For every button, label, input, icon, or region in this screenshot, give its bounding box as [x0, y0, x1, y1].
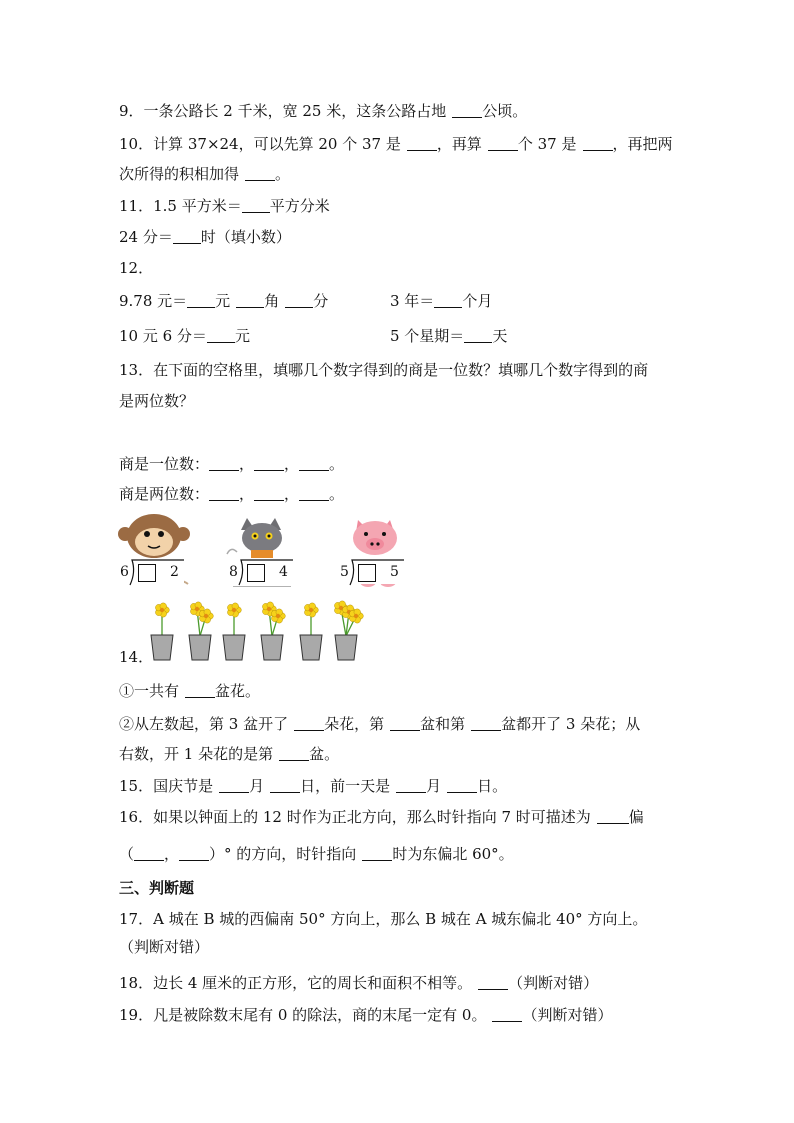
answer-blank[interactable] [447, 777, 477, 793]
q14-s2d: 盆都开了 3 朵花；从 [501, 715, 641, 733]
answer-blank[interactable] [299, 485, 329, 501]
q19-judge: （判断对错） [522, 1006, 613, 1024]
q15-c: 日，前一天是 [300, 777, 391, 795]
question-14-number [119, 647, 153, 667]
answer-blank[interactable] [294, 715, 324, 731]
divisor: 8 [229, 564, 238, 580]
q14-s2b: 朵花，第 [324, 715, 385, 733]
flower-pot [334, 601, 363, 660]
q10-text-f: 。 [275, 165, 291, 183]
q15-e: 日。 [477, 777, 508, 795]
q12-b1: 3 年＝ [390, 292, 435, 310]
answer-blank[interactable] [285, 292, 313, 308]
answer-blank[interactable] [254, 455, 284, 471]
q12-a2: 元 [215, 292, 231, 310]
question-14-sub2 [119, 714, 640, 734]
answer-blank[interactable] [478, 974, 508, 990]
question-10-line2 [119, 164, 290, 184]
q11-text-d: 时（填小数） [200, 228, 291, 246]
separator: ， [239, 485, 255, 503]
answer-blank[interactable] [219, 777, 249, 793]
q9-text: 9．一条公路长 2 千米，宽 25 米，这条公路占地 [119, 102, 447, 120]
answer-blank[interactable] [471, 715, 501, 731]
q15-d: 月 [426, 777, 442, 795]
q11-text-c: 24 分＝ [119, 228, 173, 246]
question-19 [119, 1005, 613, 1025]
answer-blank[interactable] [209, 485, 239, 501]
q14-s3a: 右数，开 1 朵花的是第 [119, 745, 274, 763]
answer-blank[interactable] [407, 135, 437, 151]
period: 。 [329, 485, 345, 503]
answer-blank[interactable] [492, 1006, 522, 1022]
q12-b2: 个月 [462, 292, 493, 310]
answer-blank[interactable] [173, 228, 201, 244]
q13-two-label: 商是两位数： [119, 485, 210, 503]
question-13-line1 [119, 360, 648, 380]
q14-s2c: 盆和第 [420, 715, 466, 733]
q12-a1: 9.78 元＝ [119, 292, 188, 310]
q10-text-b: ，再算 [436, 135, 482, 153]
q15-a: 15．国庆节是 [119, 777, 214, 795]
q16-text-b: 偏 [628, 808, 644, 826]
q19-text: 19．凡是被除数末尾有 0 的除法，商的末尾一定有 0。 [119, 1006, 487, 1024]
monkey-division [118, 512, 190, 590]
answer-blank[interactable] [597, 808, 629, 824]
answer-blank[interactable] [390, 715, 420, 731]
question-17-line2 [119, 937, 209, 957]
answer-blank[interactable] [179, 845, 209, 861]
q17-judge: （判断对错） [119, 938, 210, 956]
question-11-line1 [119, 196, 330, 216]
question-14-sub1 [119, 681, 260, 701]
q16-text-f: 时为东偏北 60°。 [392, 845, 514, 863]
section-heading: 三、判断题 [119, 879, 195, 897]
digit-box[interactable] [138, 564, 156, 582]
answer-blank[interactable] [362, 845, 392, 861]
answer-blank[interactable] [209, 455, 239, 471]
answer-blank[interactable] [270, 777, 300, 793]
q16-text-c: （ [119, 845, 135, 863]
q13-text-1: 13．在下面的空格里，填哪几个数字得到的商是一位数？填哪几个数字得到的商 [119, 361, 649, 379]
q12-a3: 角 [264, 292, 280, 310]
q9-suffix: 公顷。 [482, 102, 528, 120]
period: 。 [329, 455, 345, 473]
answer-blank[interactable] [434, 292, 462, 308]
answer-blank[interactable] [583, 135, 613, 151]
q16-text-d: ， [164, 845, 180, 863]
q17-text: 17．A 城在 B 城的西偏南 50° 方向上，那么 B 城在 A 城东偏北 40° 方向上。 [119, 910, 648, 928]
question-10-line1 [119, 134, 673, 154]
q14-s1b: 盆花。 [215, 682, 261, 700]
question-16-line2 [119, 844, 514, 864]
answer-blank[interactable] [254, 485, 284, 501]
answer-blank[interactable] [134, 845, 164, 861]
q14-s2a: ②从左数起，第 3 盆开了 [119, 715, 289, 733]
q12-c2: 元 [234, 327, 250, 345]
q14-s1a: ①一共有 [119, 682, 180, 700]
q13-one-digit-row [119, 454, 344, 474]
answer-blank[interactable] [242, 197, 270, 213]
question-12-number [119, 258, 153, 278]
separator: ， [284, 455, 300, 473]
flower-pot [261, 602, 285, 660]
q12-a4: 分 [313, 292, 329, 310]
answer-blank[interactable] [187, 292, 215, 308]
question-14-sub3 [119, 744, 339, 764]
dividend-digit: 4 [279, 564, 288, 580]
question-13-line2 [119, 391, 194, 411]
question-16-line1 [119, 807, 644, 827]
digit-box[interactable] [247, 564, 265, 582]
answer-blank[interactable] [279, 745, 309, 761]
q12-d1: 5 个星期＝ [390, 327, 465, 345]
division-bracket [338, 558, 404, 584]
answer-blank[interactable] [207, 327, 235, 343]
separator: ， [284, 485, 300, 503]
answer-blank[interactable] [299, 455, 329, 471]
q16-text-e: ）° 的方向，时针指向 [209, 845, 357, 863]
division-bracket [225, 558, 293, 586]
digit-box[interactable] [358, 564, 376, 582]
q12-c1: 10 元 6 分＝ [119, 327, 207, 345]
answer-blank[interactable] [396, 777, 426, 793]
question-17-line1 [119, 909, 647, 929]
q12-d2: 天 [492, 327, 508, 345]
q16-text-a: 16．如果以钟面上的 12 时作为正北方向，那么时针指向 7 时可描述为 [119, 808, 591, 826]
answer-blank[interactable] [245, 165, 275, 181]
q11-text-b: 平方分米 [269, 197, 330, 215]
flower-pot [151, 603, 173, 660]
answer-blank[interactable] [185, 682, 215, 698]
q10-text-d: ，再把两 [612, 135, 673, 153]
question-11-line2 [119, 227, 291, 247]
dividend-digit: 2 [170, 564, 179, 580]
division-bracket [118, 558, 184, 586]
answer-blank[interactable] [452, 102, 482, 118]
q13-one-label: 商是一位数： [119, 455, 210, 473]
flower-pot [189, 602, 213, 660]
answer-blank[interactable] [488, 135, 518, 151]
q12-number: 12． [119, 259, 154, 277]
question-12-row2-left [119, 326, 250, 346]
question-12-row1-left [119, 291, 328, 311]
q11-text-a: 11．1.5 平方米＝ [119, 197, 242, 215]
question-12-row1-right [390, 291, 492, 311]
separator: ， [239, 455, 255, 473]
answer-blank[interactable] [236, 292, 264, 308]
q13-text-2: 是两位数？ [119, 392, 195, 410]
question-12-row2-right [390, 326, 507, 346]
q15-b: 月 [249, 777, 265, 795]
q18-judge: （判断对错） [508, 974, 599, 992]
question-15 [119, 776, 507, 796]
flower-pot [300, 603, 322, 660]
q14-s3b: 盆。 [309, 745, 340, 763]
q10-text-a: 10．计算 37×24，可以先算 20 个 37 是 [119, 135, 401, 153]
flower-pot [223, 603, 245, 660]
question-18 [119, 973, 598, 993]
pig-division [338, 512, 410, 590]
q10-text-e: 次所得的积相加得 [119, 165, 240, 183]
divisor: 6 [120, 564, 129, 580]
dividend-digit: 5 [390, 564, 399, 580]
q18-text: 18．边长 4 厘米的正方形，它的周长和面积不相等。 [119, 974, 473, 992]
flower-pots-illustration [148, 600, 368, 662]
q13-two-digit-row [119, 484, 344, 504]
q14-number: 14． [119, 648, 154, 666]
answer-blank[interactable] [464, 327, 492, 343]
cat-division [225, 512, 297, 590]
question-9 [119, 101, 527, 121]
q10-text-c: 个 37 是 [517, 135, 577, 153]
flower-pots-icon [148, 600, 368, 662]
divisor: 5 [340, 564, 349, 580]
